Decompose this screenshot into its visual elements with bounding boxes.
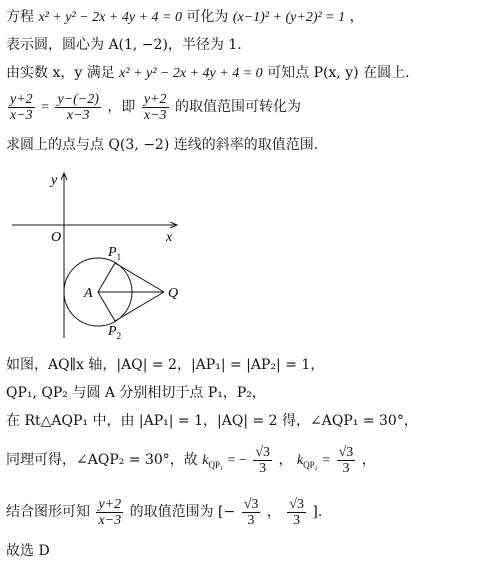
- subscript: QP₂: [303, 459, 318, 470]
- tangent-qp1: [115, 263, 164, 292]
- y-axis-label: y: [51, 173, 58, 188]
- slope-qp1-symbol: k: [202, 453, 209, 468]
- point-p1-label: $P_1$: [108, 245, 122, 262]
- text: ].: [312, 504, 323, 520]
- text: ，: [361, 452, 376, 468]
- line-tangent-points: QP₁, QP₂ 与圆 A 分别相切于点 P₁，P₂，: [6, 385, 266, 401]
- text: 可化为: [186, 9, 229, 25]
- text: ，: [349, 9, 364, 25]
- equation: x² + y² − 2x + 4y + 4 = 0: [119, 66, 263, 81]
- equals: =: [322, 453, 331, 468]
- text: 结合图形可知: [6, 504, 90, 520]
- point-q-label: Q: [168, 286, 179, 301]
- fraction: $\frac{y+2}{x-3}$: [98, 496, 122, 528]
- radius-ap2: [98, 292, 115, 321]
- fraction: $\frac{y-(-2)}{x-3}$: [57, 91, 99, 123]
- text: ，: [278, 452, 293, 468]
- fraction: $\frac{y+2}{x-3}$: [10, 91, 33, 123]
- line-point-on-circle: [6, 64, 410, 83]
- point-p2-label: $P_2$: [108, 324, 122, 341]
- text: ，: [266, 504, 281, 520]
- text: ，即: [107, 99, 136, 115]
- radius-ap1: [98, 263, 115, 292]
- line-slope-range-goal: 求圆上的点与点 Q(3, −2) 连线的斜率的取值范围.: [6, 137, 319, 153]
- center-a-label: A: [84, 286, 93, 301]
- geometry-diagram: [0, 168, 220, 348]
- fraction: $\frac{√3}{3}$: [338, 444, 354, 476]
- line-conclusion: [6, 494, 322, 530]
- fraction: $\frac{y+2}{x-3}$: [143, 91, 167, 123]
- line-slope-transform: $\frac{y+2}{x-3}$ = $\frac{y-(-2)}{x-3}$ ，即 $\frac{y+2}{x-3}$ 的取值范围可转化为: [10, 91, 301, 123]
- x-axis-label: x: [166, 230, 173, 245]
- origin-label: O: [51, 230, 62, 245]
- text: 同理可得，∠AQP₂ = 30°，故: [6, 452, 198, 468]
- text: 的取值范围可转化为: [174, 99, 301, 115]
- line-answer: 故选 D: [6, 543, 50, 559]
- tangent-qp2: [115, 292, 164, 321]
- line-equation-rewrite: [6, 8, 364, 27]
- line-slopes: [6, 442, 376, 479]
- text: 方程: [6, 9, 34, 25]
- text: 由实数 x，y 满足: [6, 65, 115, 81]
- fraction: $\frac{√3}{3}$: [255, 444, 271, 476]
- text: 的取值范围为 [−: [129, 504, 236, 520]
- equals: = −: [227, 453, 247, 468]
- line-figure-facts: 如图，AQ∥x 轴，|AQ| = 2，|AP₁| = |AP₂| = 1，: [6, 357, 325, 373]
- fraction: $\frac{√3}{3}$: [243, 496, 259, 528]
- equation-standard-form: (x−1)² + (y+2)² = 1: [232, 10, 346, 25]
- subscript: QP₁: [208, 459, 224, 470]
- fraction: $\frac{√3}{3}$: [289, 496, 304, 528]
- slope-qp2-symbol: k: [296, 453, 304, 468]
- text: 可知点 P(x, y) 在圆上.: [267, 65, 410, 81]
- equation-original: x² + y² − 2x + 4y + 4 = 0: [38, 10, 182, 25]
- line-right-triangle: 在 Rt△AQP₁ 中，由 |AP₁| = 1，|AQ| = 2 得，∠AQP₁ = 30°，: [6, 413, 418, 429]
- line-circle-center: 表示圆，圆心为 A(1, −2)，半径为 1.: [6, 37, 242, 53]
